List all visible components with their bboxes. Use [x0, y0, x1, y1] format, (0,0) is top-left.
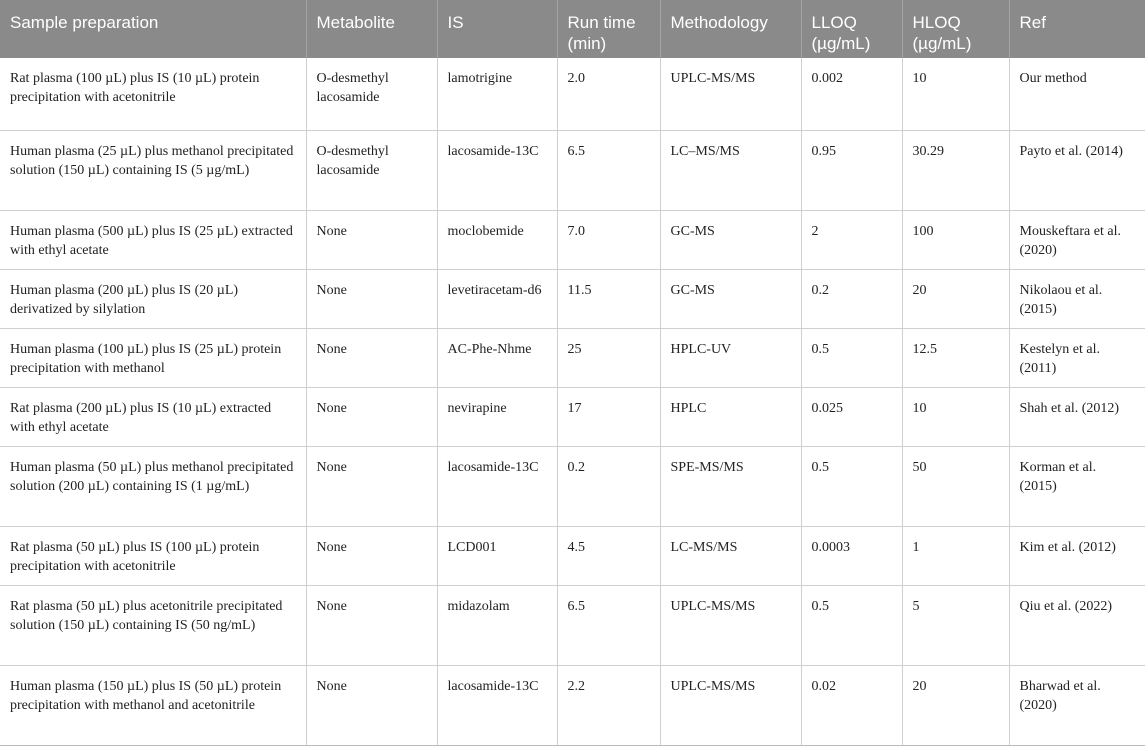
cell-methodology: HPLC-UV — [660, 328, 801, 387]
cell-run-time: 0.2 — [557, 446, 660, 526]
table-row — [0, 58, 1145, 130]
cell-metabolite: None — [306, 210, 437, 269]
cell-sample-preparation: Human plasma (200 µL) plus IS (20 µL) derivatized by silylation — [0, 269, 306, 328]
cell-metabolite: None — [306, 526, 437, 585]
table-row — [0, 446, 1145, 526]
cell-hloq: 12.5 — [902, 328, 1009, 387]
cell-run-time: 2.2 — [557, 665, 660, 745]
cell-methodology: GC-MS — [660, 269, 801, 328]
table-row — [0, 526, 1145, 585]
cell-run-time: 7.0 — [557, 210, 660, 269]
cell-sample-preparation: Rat plasma (200 µL) plus IS (10 µL) extracted with ethyl acetate — [0, 387, 306, 446]
cell-metabolite: O-desmethyl lacosamide — [306, 58, 437, 130]
cell-hloq: 10 — [902, 58, 1009, 130]
header-metabolite: Metabolite — [306, 0, 437, 58]
cell-ref: Payto et al. (2014) — [1009, 130, 1145, 210]
cell-metabolite: None — [306, 665, 437, 745]
cell-run-time: 4.5 — [557, 526, 660, 585]
cell-ref: Nikolaou et al. (2015) — [1009, 269, 1145, 328]
cell-run-time: 11.5 — [557, 269, 660, 328]
cell-metabolite: None — [306, 328, 437, 387]
cell-lloq: 0.2 — [801, 269, 902, 328]
cell-run-time: 6.5 — [557, 585, 660, 665]
cell-sample-preparation: Human plasma (100 µL) plus IS (25 µL) protein precipitation with methanol — [0, 328, 306, 387]
cell-lloq: 0.5 — [801, 328, 902, 387]
cell-run-time: 2.0 — [557, 58, 660, 130]
cell-hloq: 5 — [902, 585, 1009, 665]
cell-methodology: UPLC-MS/MS — [660, 665, 801, 745]
header-run-time: Run time (min) — [557, 0, 660, 58]
cell-is: AC-Phe-Nhme — [437, 328, 557, 387]
cell-hloq: 20 — [902, 665, 1009, 745]
cell-metabolite: None — [306, 446, 437, 526]
cell-ref: Our method — [1009, 58, 1145, 130]
cell-sample-preparation: Human plasma (150 µL) plus IS (50 µL) protein precipitation with methanol and acetonitrile — [0, 665, 306, 745]
cell-sample-preparation: Rat plasma (100 µL) plus IS (10 µL) protein precipitation with acetonitrile — [0, 58, 306, 130]
cell-lloq: 0.02 — [801, 665, 902, 745]
cell-lloq: 2 — [801, 210, 902, 269]
cell-is: lamotrigine — [437, 58, 557, 130]
cell-methodology: UPLC-MS/MS — [660, 58, 801, 130]
cell-methodology: GC-MS — [660, 210, 801, 269]
cell-sample-preparation: Human plasma (25 µL) plus methanol precipitated solution (150 µL) containing IS (5 µg/mL) — [0, 130, 306, 210]
cell-sample-preparation: Human plasma (50 µL) plus methanol precipitated solution (200 µL) containing IS (1 µg/mL) — [0, 446, 306, 526]
table-row — [0, 585, 1145, 665]
cell-lloq: 0.5 — [801, 585, 902, 665]
cell-methodology: LC–MS/MS — [660, 130, 801, 210]
cell-sample-preparation: Human plasma (500 µL) plus IS (25 µL) extracted with ethyl acetate — [0, 210, 306, 269]
cell-hloq: 30.29 — [902, 130, 1009, 210]
header-sample-preparation: Sample preparation — [0, 0, 306, 58]
cell-ref: Bharwad et al. (2020) — [1009, 665, 1145, 745]
cell-lloq: 0.5 — [801, 446, 902, 526]
cell-methodology: SPE-MS/MS — [660, 446, 801, 526]
cell-ref: Kim et al. (2012) — [1009, 526, 1145, 585]
cell-is: midazolam — [437, 585, 557, 665]
cell-hloq: 10 — [902, 387, 1009, 446]
table-row — [0, 210, 1145, 269]
table-row — [0, 328, 1145, 387]
cell-is: LCD001 — [437, 526, 557, 585]
cell-metabolite: None — [306, 269, 437, 328]
cell-is: lacosamide-13C — [437, 665, 557, 745]
cell-ref: Mouskeftara et al. (2020) — [1009, 210, 1145, 269]
cell-sample-preparation: Rat plasma (50 µL) plus acetonitrile precipitated solution (150 µL) containing IS (50 ng/mL) — [0, 585, 306, 665]
cell-is: lacosamide-13C — [437, 446, 557, 526]
cell-metabolite: None — [306, 585, 437, 665]
table-row — [0, 665, 1145, 745]
cell-sample-preparation: Rat plasma (50 µL) plus IS (100 µL) protein precipitation with acetonitrile — [0, 526, 306, 585]
cell-hloq: 100 — [902, 210, 1009, 269]
cell-is: moclobemide — [437, 210, 557, 269]
cell-metabolite: None — [306, 387, 437, 446]
cell-run-time: 17 — [557, 387, 660, 446]
table-row — [0, 130, 1145, 210]
cell-methodology: UPLC-MS/MS — [660, 585, 801, 665]
cell-lloq: 0.002 — [801, 58, 902, 130]
cell-hloq: 20 — [902, 269, 1009, 328]
cell-lloq: 0.025 — [801, 387, 902, 446]
table-row — [0, 387, 1145, 446]
header-lloq: LLOQ (µg/mL) — [801, 0, 902, 58]
cell-run-time: 25 — [557, 328, 660, 387]
cell-ref: Shah et al. (2012) — [1009, 387, 1145, 446]
header-is: IS — [437, 0, 557, 58]
cell-methodology: LC-MS/MS — [660, 526, 801, 585]
cell-ref: Korman et al. (2015) — [1009, 446, 1145, 526]
cell-metabolite: O-desmethyl lacosamide — [306, 130, 437, 210]
cell-hloq: 1 — [902, 526, 1009, 585]
cell-is: levetiracetam-d6 — [437, 269, 557, 328]
cell-run-time: 6.5 — [557, 130, 660, 210]
cell-is: nevirapine — [437, 387, 557, 446]
header-row — [0, 0, 1145, 58]
header-hloq: HLOQ (µg/mL) — [902, 0, 1009, 58]
header-methodology: Methodology — [660, 0, 801, 58]
cell-lloq: 0.95 — [801, 130, 902, 210]
cell-ref: Qiu et al. (2022) — [1009, 585, 1145, 665]
cell-hloq: 50 — [902, 446, 1009, 526]
header-ref: Ref — [1009, 0, 1145, 58]
table-row — [0, 269, 1145, 328]
cell-lloq: 0.0003 — [801, 526, 902, 585]
cell-methodology: HPLC — [660, 387, 801, 446]
cell-ref: Kestelyn et al. (2011) — [1009, 328, 1145, 387]
cell-is: lacosamide-13C — [437, 130, 557, 210]
